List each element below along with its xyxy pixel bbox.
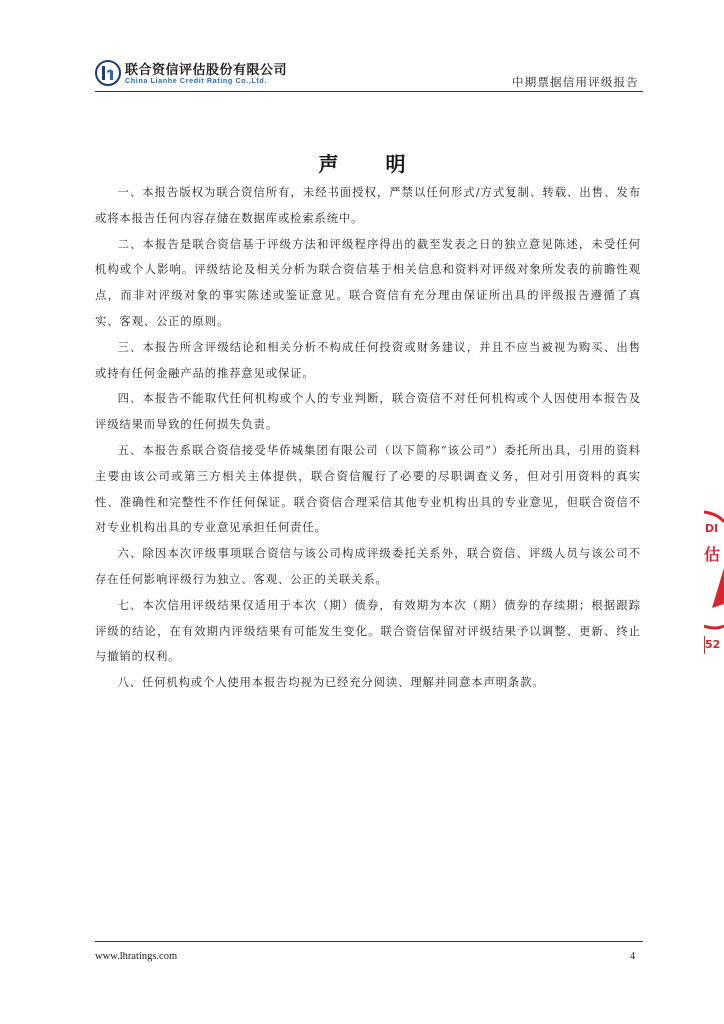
paragraph: 六、除因本次评级事项联合资信与该公司构成评级委托关系外，联合资信、评级人员与该公司不存在任何影响评级行为独立、客观、公正的关联关系。 bbox=[95, 547, 641, 586]
declaration-body bbox=[95, 180, 641, 696]
paragraph: 八、任何机构或个人使用本报告均视为已经充分阅读、理解并同意本声明条款。 bbox=[117, 676, 545, 690]
paragraph: 五、本报告系联合资信接受华侨城集团有限公司（以下简称“该公司”）委托所出具，引用的资料主要由该公司或第三方相关主体提供，联合资信履行了必要的尽职调查义务，但对引用资料的真实性、准确性和完整性不作任何保证。联合资信合理采信其他专业机构出具的专业意见，但联合资信不对专业机构出具的专业意见承担任何责任。 bbox=[95, 443, 641, 535]
paragraph: 七、本次信用评级结果仅适用于本次（期）债券，有效期为本次（期）债券的存续期；根据跟踪评级的结论，在有效期内评级结果有可能发生变化。联合资信保留对评级结果予以调整、更新、终止与撤销的权利。 bbox=[95, 598, 641, 664]
paragraph: 二、本报告是联合资信基于评级方法和评级程序得出的截至发表之日的独立意见陈述，未受任何机构或个人影响。评级结论及相关分析为联合资信基于相关信息和资料对评级对象所发表的前瞻性观点，而非对评级对象的事实陈述或鉴证意见。联合资信有充分理由保证所出具的评级报告遵循了真实、客观、公正的原则。 bbox=[95, 237, 641, 328]
paragraph: 四、本报告不能取代任何机构或个人的专业判断，联合资信不对任何机构或个人因使用本报告及评级结果而导致的任何损失负责。 bbox=[95, 392, 641, 432]
company-name-en: China Lianhe Credit Rating Co.,Ltd. bbox=[125, 76, 267, 85]
paragraph: 一、本报告版权为联合资信所有，未经书面授权，严禁以任何形式/方式复制、转载、出售、发布或将本报告任何内容存储在数据库或检索系统中。 bbox=[95, 186, 641, 225]
company-name-cn: 联合资信评估股份有限公司 bbox=[125, 63, 288, 78]
page-number: 4 bbox=[630, 951, 636, 962]
page-title: 声 明 bbox=[318, 152, 426, 176]
footer-divider bbox=[95, 941, 643, 942]
lianhe-logo-icon bbox=[95, 60, 121, 86]
paragraph: 三、本报告所含评级结论和相关分析不构成任何投资或财务建议，并且不应当被视为购买、出售或持有任何金融产品的推荐意见或保证。 bbox=[95, 340, 641, 380]
footer-website: www.lhratings.com bbox=[95, 951, 178, 962]
document-type: 中期票据信用评级报告 bbox=[512, 75, 639, 89]
seal-text-top: DI bbox=[705, 522, 719, 535]
header-divider bbox=[95, 91, 643, 92]
seal-text-mid: 估 bbox=[704, 545, 721, 564]
seal-text-bottom: 52 bbox=[705, 638, 721, 651]
company-seal-stamp bbox=[704, 508, 724, 668]
page-header bbox=[95, 56, 643, 90]
